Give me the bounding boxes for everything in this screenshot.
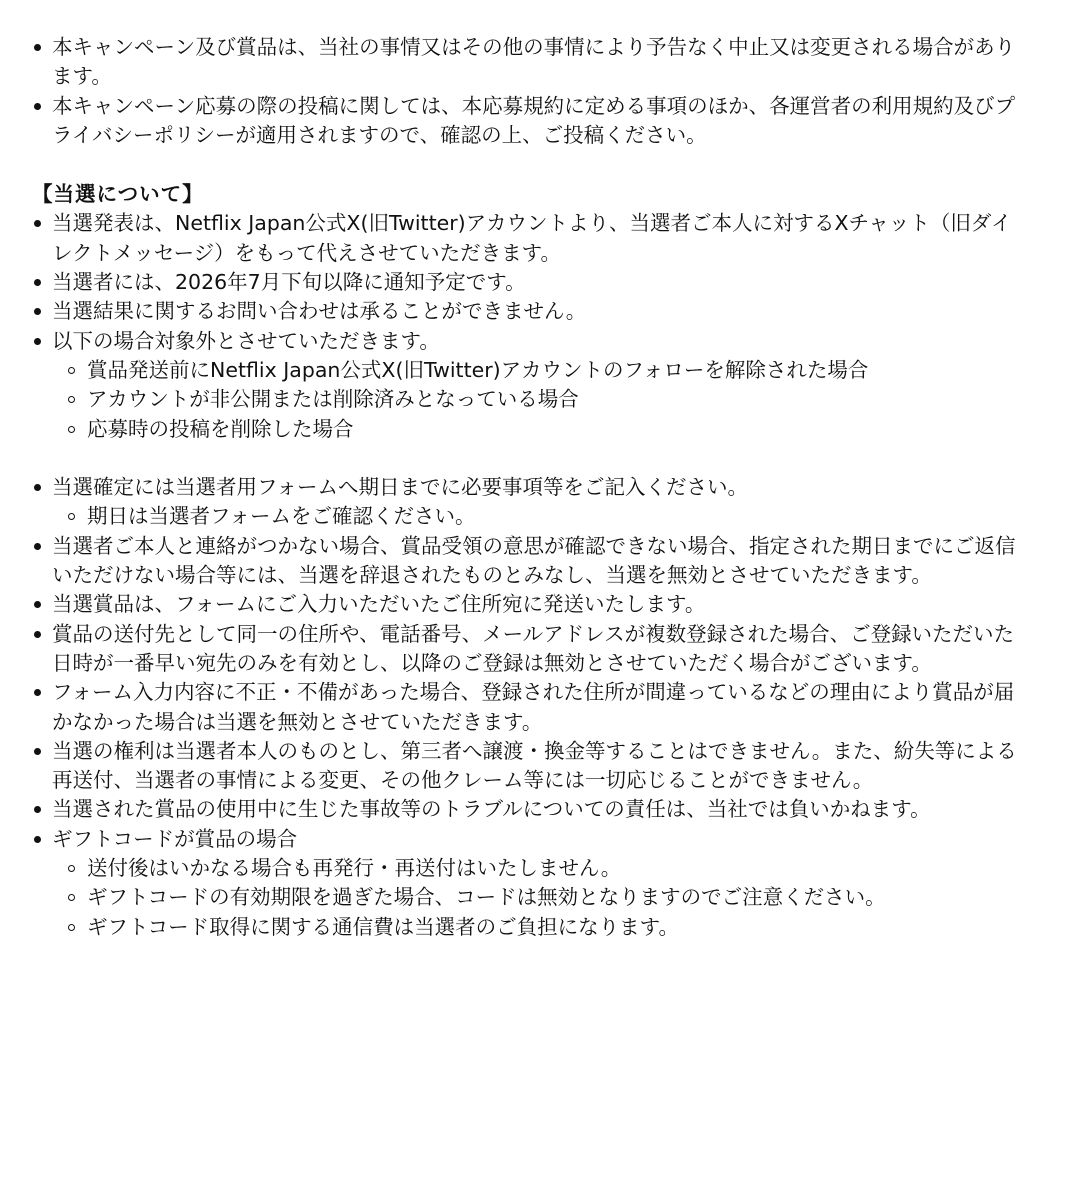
sublist-item <box>52 883 1027 912</box>
list-item <box>32 678 1027 737</box>
sublist-item <box>52 913 1027 942</box>
bullet-circle <box>68 924 75 931</box>
bullet-circle <box>68 513 75 520</box>
bullet-circle <box>68 396 75 403</box>
sublist-item <box>52 502 1027 531</box>
sublist-item-text: ギフトコード取得に関する通信費は当選者のご負担になります。 <box>87 914 680 939</box>
sublist-item <box>52 415 1027 444</box>
bullet-dot <box>34 601 41 608</box>
bullet-circle <box>68 426 75 433</box>
sublist-item-text: 送付後はいかなる場合も再発行・再送付はいたしません。 <box>87 856 622 881</box>
list-item-text: 当選の権利は当選者本人のものとし、第三者へ譲渡・換金等することはできません。また、紛失等による再送付、当選者の事情による変更、その他クレーム等には一切応じることができません。 <box>52 738 1017 793</box>
list-item <box>32 737 1027 796</box>
bullet-dot <box>34 484 41 491</box>
bullet-dot <box>34 543 41 550</box>
list-item-text: 当選発表は、Netflix Japan公式X(旧Twitter)アカウントより、当選者ご本人に対するXチャット（旧ダイレクトメッセージ）をもって代えさせていただきます。 <box>52 211 1012 265</box>
spacer <box>32 444 1027 473</box>
confirm-sublist <box>52 502 1027 531</box>
intro-list <box>32 33 1027 150</box>
bullet-dot <box>34 220 41 227</box>
bullet-dot <box>34 279 41 286</box>
list-item-text: 以下の場合対象外とさせていただきます。 <box>52 328 440 353</box>
list-item <box>32 620 1027 679</box>
list-item <box>32 795 1027 824</box>
bullet-dot <box>34 308 41 315</box>
bullet-dot <box>34 631 41 638</box>
list-item-text: 当選者には、2026年7月下旬以降に通知予定です。 <box>52 270 526 295</box>
sublist-item <box>52 356 1027 385</box>
bullet-dot <box>34 836 41 843</box>
list-item <box>32 590 1027 619</box>
confirmation-list <box>32 473 1027 942</box>
list-item-text: 本キャンペーン応募の際の投稿に関しては、本応募規約に定める事項のほか、各運営者の利用規約及びプライバシーポリシーが適用されますので、確認の上、ご投稿ください。 <box>52 93 1016 147</box>
bullet-circle <box>68 865 75 872</box>
list-item <box>32 473 1027 532</box>
list-item-text: フォーム入力内容に不正・不備があった場合、登録された住所が間違っているなどの理由により賞品が届かなかった場合は当選を無効とさせていただきます。 <box>52 680 1015 734</box>
list-item-text: 当選された賞品の使用中に生じた事故等のトラブルについての責任は、当社では負いかねます。 <box>52 797 931 822</box>
sublist-item-text: アカウントが非公開または削除済みとなっている場合 <box>87 387 579 412</box>
list-item <box>32 209 1027 268</box>
list-item <box>32 825 1027 942</box>
bullet-dot <box>34 44 41 51</box>
list-item-text: 当選確定には当選者用フォームへ期日までに必要事項等をご記入ください。 <box>52 475 748 500</box>
sublist-item-text: ギフトコードの有効期限を過ぎた場合、コードは無効となりますのでご注意ください。 <box>87 885 886 910</box>
list-item-text: ギフトコードが賞品の場合 <box>52 826 298 851</box>
list-item <box>32 532 1027 591</box>
sublist-item <box>52 854 1027 883</box>
list-item-text: 賞品の送付先として同一の住所や、電話番号、メールアドレスが複数登録された場合、ご登録いただいた日時が一番早い宛先のみを有効とし、以降のご登録は無効とさせていただく場合がございます。 <box>52 621 1015 675</box>
bullet-dot <box>34 689 41 696</box>
list-item <box>32 327 1027 444</box>
list-item-text: 当選賞品は、フォームにご入力いただいたご住所宛に発送いたします。 <box>52 592 706 617</box>
bullet-dot <box>34 103 41 110</box>
bullet-circle <box>68 894 75 901</box>
list-item <box>32 268 1027 297</box>
list-item <box>32 92 1027 151</box>
bullet-dot <box>34 806 41 813</box>
list-item <box>32 33 1027 92</box>
list-item-text: 当選者ご本人と連絡がつかない場合、賞品受領の意思が確認できない場合、指定された期日までにご返信いただけない場合等には、当選を辞退されたものとみなし、当選を無効とさせていただきます。 <box>52 533 1016 588</box>
bullet-dot <box>34 748 41 755</box>
sublist-item-text: 賞品発送前にNetflix Japan公式X(旧Twitter)アカウントのフォローを解除された場合 <box>87 357 869 382</box>
sublist-item-text: 応募時の投稿を削除した場合 <box>87 416 354 441</box>
sublist-item-text: 期日は当選者フォームをご確認ください。 <box>87 504 476 529</box>
bullet-circle <box>68 367 75 374</box>
exclusion-sublist <box>52 356 1027 444</box>
bullet-dot <box>34 338 41 345</box>
winning-list <box>32 209 1027 443</box>
sublist-item <box>52 385 1027 414</box>
gift-sublist <box>52 854 1027 942</box>
list-item-text: 当選結果に関するお問い合わせは承ることができません。 <box>52 299 587 324</box>
section-heading-winning: 【当選について】 <box>32 182 204 207</box>
list-item <box>32 297 1027 326</box>
list-item-text: 本キャンペーン及び賞品は、当社の事情又はその他の事情により予告なく中止又は変更される場合があります。 <box>52 35 1016 89</box>
